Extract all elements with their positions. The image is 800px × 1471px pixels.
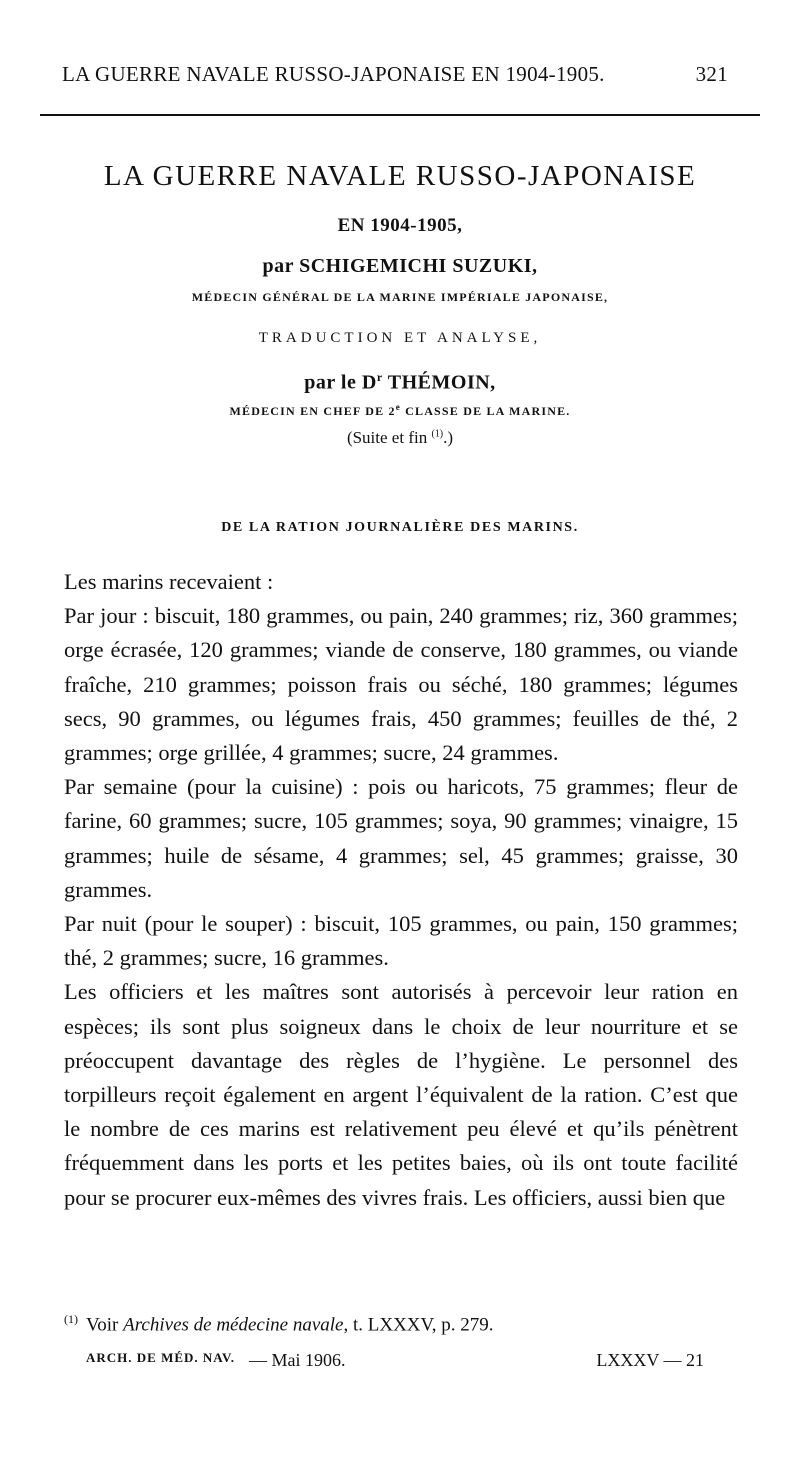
continuation-mark: (1) (431, 428, 444, 440)
footnote-text-b: , t. LXXXV, p. 279. (343, 1314, 494, 1336)
translator-affiliation-b: CLASSE DE LA MARINE. (400, 404, 571, 418)
footer-journal: ARCH. DE MÉD. NAV. (86, 1350, 235, 1365)
paragraph: Les officiers et les maîtres sont autorisés à percevoir leur ration en espèces; ils sont plus soigneux dans le choix de leur nourriture et se préoccupent davantage des règles de l’hygiène. Le personnel des torpilleurs reçoit également en argent l’équivalent de la ration. C’est que le nombre de ces marins est relativement peu élevé et qu’ils pénètrent fréquemment dans les ports et les petites baies, où ils ont toute facilité pour se procurer eux-mêmes des vivres frais. Les officiers, aussi bien que (64, 979, 738, 1210)
footer-left (86, 1350, 345, 1371)
translator-affiliation-sup: e (395, 402, 401, 412)
translator-affiliation (0, 402, 800, 419)
footer-date: — Mai 1906. (248, 1350, 346, 1370)
article-title: LA GUERRE NAVALE RUSSO-JAPONAISE (103, 160, 697, 192)
author-line: par SCHIGEMICHI SUZUKI, (262, 255, 538, 277)
running-head-title: LA GUERRE NAVALE RUSSO-JAPONAISE EN 1904-1905. (62, 62, 605, 86)
paragraph: Par semaine (pour la cuisine) : pois ou haricots, 75 grammes; fleur de farine, 60 grammes; sucre, 105 grammes; soya, 90 grammes; vinaigre, 15 grammes; huile de sésame, 4 grammes; sel, 45 grammes; graisse, 30 grammes. (64, 774, 738, 902)
page-footer (86, 1350, 704, 1371)
footnote-text-a: Voir (86, 1314, 124, 1336)
header-rule (40, 114, 760, 116)
footnote-mark: (1) (64, 1312, 78, 1326)
footnote (64, 1312, 738, 1336)
paragraph: Les marins recevaient : (64, 569, 274, 594)
paragraph: Par jour : biscuit, 180 grammes, ou pain, 240 grammes; riz, 360 grammes; orge écrasée, 120 grammes; viande de conserve, 180 grammes, ou viande fraîche, 210 grammes; poisson frais ou séché, 180 grammes; légumes secs, 90 grammes, ou légumes frais, 450 grammes; feuilles de thé, 2 grammes; orge grillée, 4 grammes; sucre, 24 grammes. (64, 603, 738, 766)
continuation-note (0, 428, 800, 448)
translation-label: TRADUCTION ET ANALYSE, (258, 330, 542, 346)
running-head (62, 62, 728, 87)
article-date: EN 1904-1905, (337, 215, 463, 236)
continuation-a: (Suite et fin (346, 428, 432, 447)
translator-line (0, 370, 800, 395)
footer-volume: LXXXV — 21 (596, 1350, 704, 1370)
section-heading: DE LA RATION JOURNALIÈRE DES MARINS. (221, 520, 579, 535)
continuation-b: .) (443, 428, 454, 447)
translator-prefix: par le D (304, 371, 377, 394)
author-affiliation: MÉDECIN GÉNÉRAL DE LA MARINE IMPÉRIALE JAPONAISE, (191, 290, 609, 304)
footnote-journal: Archives de médecine navale (123, 1314, 344, 1336)
translator-sup: r (376, 370, 383, 384)
paragraph: Par nuit (pour le souper) : biscuit, 105 grammes, ou pain, 150 grammes; thé, 2 grammes; sucre, 16 grammes. (64, 911, 738, 971)
translator-name: THÉMOIN, (382, 371, 496, 394)
page-number: 321 (695, 62, 728, 86)
section-body (64, 565, 738, 1215)
translator-affiliation-a: MÉDECIN EN CHEF DE 2 (229, 404, 396, 418)
